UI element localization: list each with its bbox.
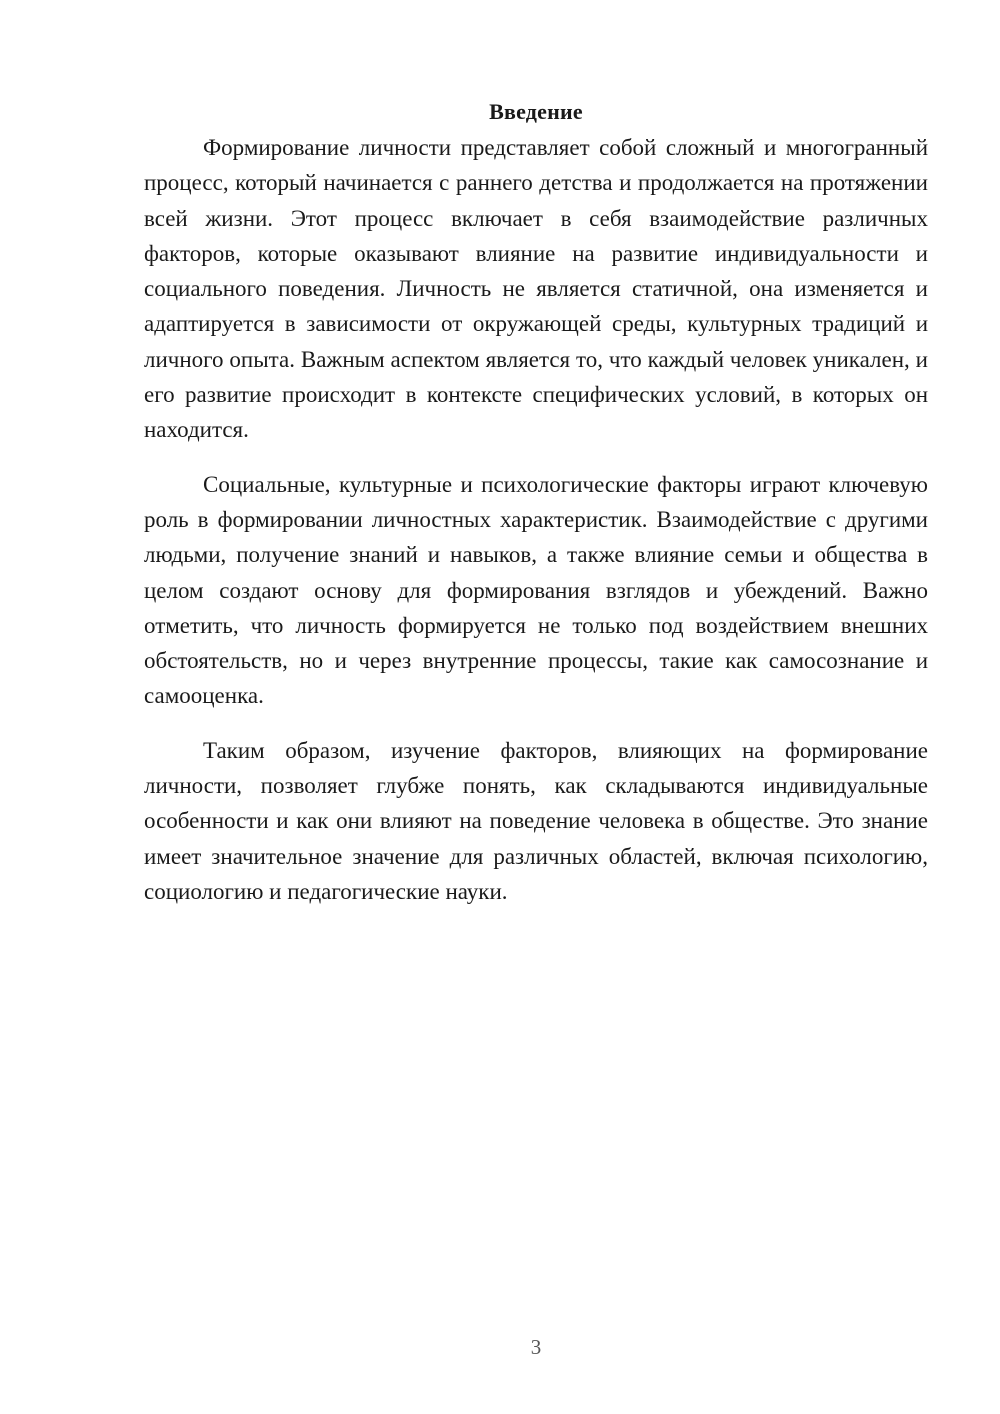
paragraph-3: Таким образом, изучение факторов, влияющих на формирование личности, позволяет глубже понять, как складываются индивидуальные особенности и как они влияют на поведение человека в обществе. Это знание имеет значительное значение для различных областей, включая психологию, социологию и педагогические науки. — [144, 737, 928, 904]
paragraph-2: Социальные, культурные и психологические факторы играют ключевую роль в формировании личностных характеристик. Взаимодействие с другими людьми, получение знаний и навыков, а также влияние семьи и общества в целом создают основу для формирования взглядов и убеждений. Важно отметить, что личность формируется не только под воздействием внешних обстоятельств, но и через внутренние процессы, такие как самосознание и самооценка. — [144, 471, 928, 709]
section-heading: Введение — [489, 99, 583, 124]
page-content — [144, 96, 928, 928]
page-number: 3 — [530, 1335, 542, 1359]
paragraph-1: Формирование личности представляет собой сложный и многогранный процесс, который начинается с раннего детства и продолжается на протяжении всей жизни. Этот процесс включает в себя взаимодействие различных факторов, которые оказывают влияние на развитие индивидуальности и социального поведения. Личность не является статичной, она изменяется и адаптируется в зависимости от окружающей среды, культурных традиций и личного опыта. Важным аспектом является то, что каждый человек уникален, и его развитие происходит в контексте специфических условий, в которых он находится. — [144, 135, 928, 443]
